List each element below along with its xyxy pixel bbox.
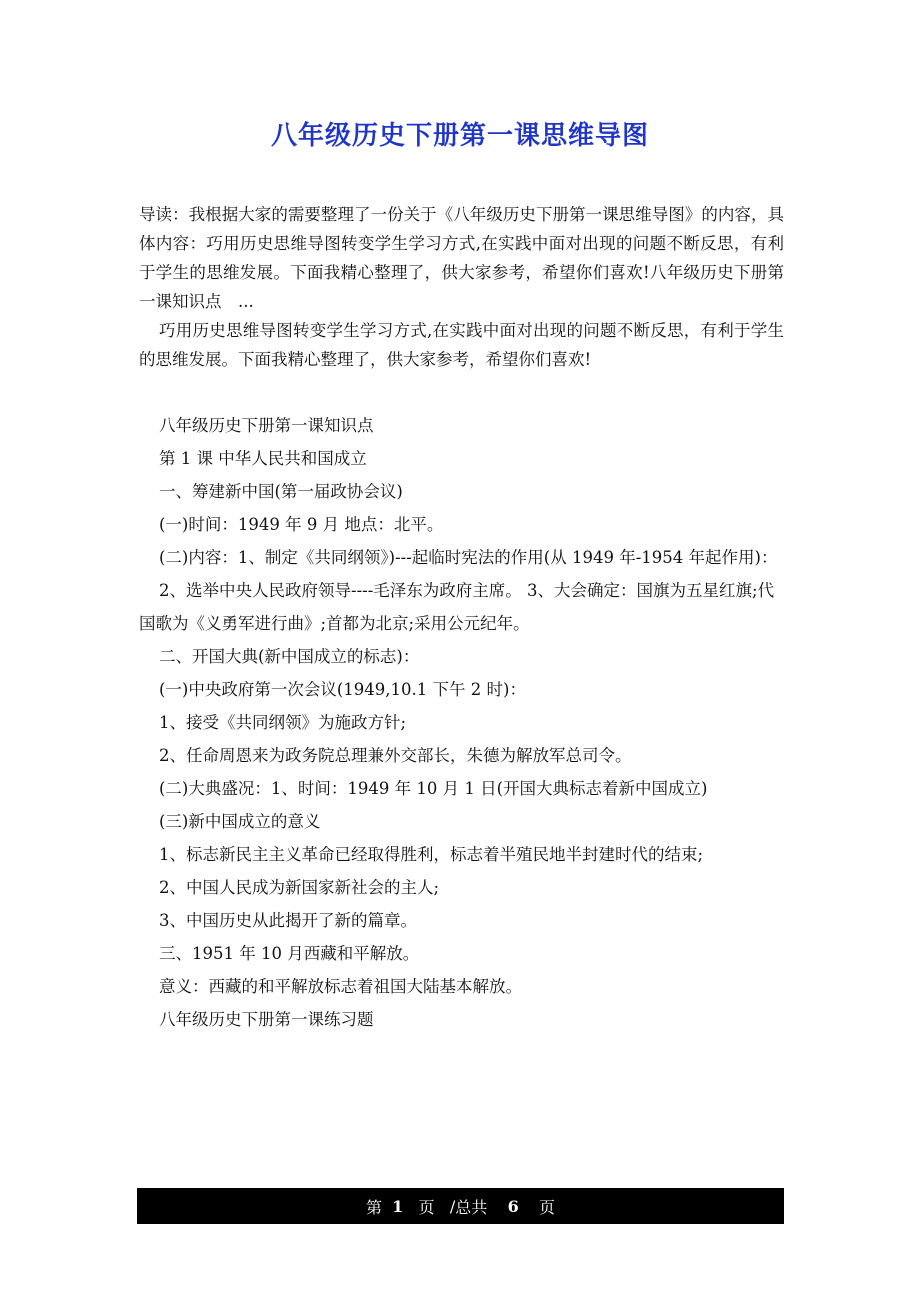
page-footer: [137, 1188, 784, 1224]
section-heading-1: 一、筹建新中国(第一届政协会议): [159, 482, 403, 501]
list-item: 2、选举中央人民政府领导----毛泽东为政府主席。 3、大会确定：国旗为五星红旗;代国歌为《义勇军进行曲》;首都为北京;采用公元纪年。: [139, 581, 775, 633]
footer-page-suffix: 页: [418, 1197, 435, 1217]
list-item: (二)大典盛况：1、时间：1949 年 10 月 1 日(开国大典标志着新中国成立): [159, 779, 708, 798]
list-item: (三)新中国成立的意义: [159, 812, 321, 831]
list-item: 1、标志新民主主义革命已经取得胜利，标志着半殖民地半封建时代的结束;: [159, 845, 704, 864]
summary-paragraph: 巧用历史思维导图转变学生学习方式,在实践中面对出现的问题不断反思，有利于学生的思维发展。下面我精心整理了，供大家参考，希望你们喜欢!: [139, 321, 784, 369]
footer-page-total: 6: [507, 1196, 519, 1216]
intro-paragraph: 导读：我根据大家的需要整理了一份关于《八年级历史下册第一课思维导图》的内容，具体内容：巧用历史思维导图转变学生学习方式,在实践中面对出现的问题不断反思，有利于学生的思维发展。下面我精心整理了，供大家参考，希望你们喜欢!八年级历史下册第一课知识点 ...: [139, 205, 784, 311]
list-item: 3、中国历史从此揭开了新的篇章。: [159, 911, 417, 930]
document-title: 八年级历史下册第一课思维导图: [270, 121, 649, 151]
list-item: 意义：西藏的和平解放标志着祖国大陆基本解放。: [159, 977, 522, 996]
footer-page-current: 1: [392, 1196, 404, 1216]
section-spacer: [139, 374, 784, 409]
section-heading-3: 三、1951 年 10 月西藏和平解放。: [159, 944, 420, 963]
section-heading-2: 二、开国大典(新中国成立的标志)：: [159, 647, 420, 666]
list-item: (一)时间：1949 年 9 月 地点：北平。: [159, 515, 444, 534]
lesson-title: 第 1 课 中华人民共和国成立: [159, 449, 367, 468]
footer-total-prefix: 总共: [455, 1197, 488, 1217]
list-item: 2、任命周恩来为政务院总理兼外交部长，朱德为解放军总司令。: [159, 746, 632, 765]
section-heading-exercises: 八年级历史下册第一课练习题: [159, 1010, 374, 1029]
list-item: 2、中国人民成为新国家新社会的主人;: [159, 878, 440, 897]
list-item: (一)中央政府第一次会议(1949,10.1 下午 2 时)：: [159, 680, 526, 699]
section-heading-knowledge: 八年级历史下册第一课知识点: [159, 416, 374, 435]
list-item: (二)内容：1、制定《共同纲领》)---起临时宪法的作用(从 1949 年-1954 年起作用)：: [159, 548, 778, 567]
list-item: 1、接受《共同纲领》为施政方针;: [159, 713, 407, 732]
footer-page-prefix: 第: [365, 1197, 382, 1217]
footer-total-suffix: 页: [539, 1197, 556, 1217]
footer-separator: /: [449, 1196, 456, 1216]
document-body: [139, 200, 784, 1036]
